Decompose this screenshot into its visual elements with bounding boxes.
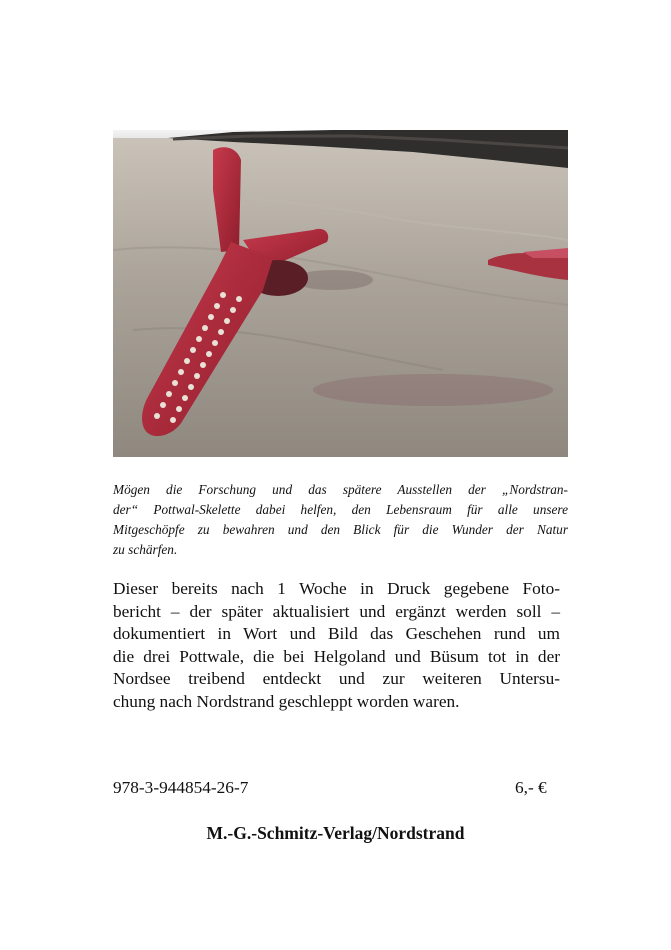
- description-line: dokumentiert in Wort und Bild das Geschehen rund um: [113, 624, 560, 643]
- caption-line: Mögen die Forschung und das spätere Ausstellen der „Nordstran-: [113, 482, 568, 497]
- description-paragraph: [113, 578, 560, 713]
- cover-photo-whale-jaw: [113, 130, 568, 457]
- caption-line: Mitgeschöpfe zu bewahren und den Blick für die Wunder der Natur: [113, 522, 568, 537]
- price: 6,- €: [515, 778, 547, 797]
- whale-jaw-photo-illustration: [113, 130, 568, 457]
- publisher-name: M.-G.-Schmitz-Verlag/Nordstrand: [206, 823, 465, 843]
- caption-line: der“ Pottwal-Skelette dabei helfen, den Lebensraum für alle unsere: [113, 502, 568, 517]
- description-line: Nordsee treibend entdeckt und zur weiteren Untersu-: [113, 669, 560, 688]
- isbn-number: 978-3-944854-26-7: [113, 778, 249, 797]
- description-line: Dieser bereits nach 1 Woche in Druck gegebene Foto-: [113, 579, 560, 598]
- photo-caption: [113, 480, 568, 560]
- description-line: bericht – der später aktualisiert und ergänzt werden soll –: [113, 601, 560, 621]
- description-line: die drei Pottwale, die bei Helgoland und Büsum tot in der: [113, 646, 560, 666]
- description-line: chung nach Nordstrand geschleppt worden waren.: [113, 691, 460, 711]
- caption-line: zu schärfen.: [113, 542, 178, 557]
